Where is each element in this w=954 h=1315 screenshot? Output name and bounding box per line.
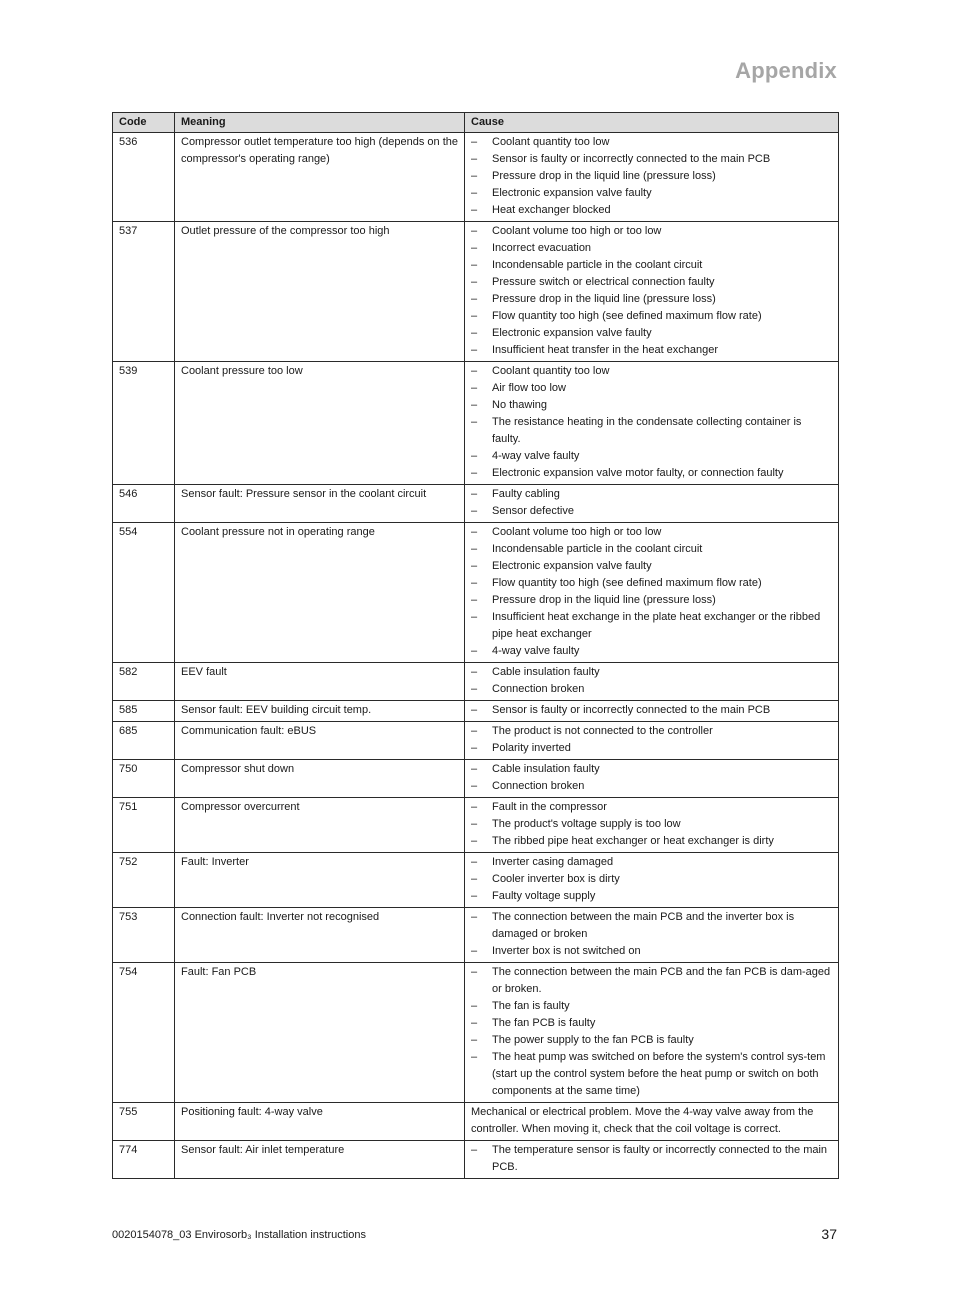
cause-text: Pressure drop in the liquid line (pressure loss) xyxy=(492,293,716,305)
cause-text: Flow quantity too high (see defined maximum flow rate) xyxy=(492,577,762,589)
page-section-title: Appendix xyxy=(735,58,837,83)
table-row xyxy=(113,222,839,362)
bullet-dash-icon: – xyxy=(471,856,478,868)
bullet-dash-icon: – xyxy=(471,543,478,555)
list-item xyxy=(471,1015,832,1032)
cause-text: Incorrect evacuation xyxy=(492,242,592,254)
fault-code-cell: 536 xyxy=(113,133,175,222)
cause-text: Insufficient heat exchange in the plate heat exchanger or the ribbed pipe heat exchanger xyxy=(492,611,821,640)
cause-text: Coolant volume too high or too low xyxy=(492,526,662,538)
list-item xyxy=(471,909,832,943)
cause-list xyxy=(471,854,832,905)
list-item xyxy=(471,223,832,240)
cause-text: Pressure switch or electrical connection faulty xyxy=(492,276,715,288)
bullet-dash-icon: – xyxy=(471,293,478,305)
page-number: 37 xyxy=(821,1226,837,1242)
cause-text: The power supply to the fan PCB is faulty xyxy=(492,1034,694,1046)
bullet-dash-icon: – xyxy=(471,801,478,813)
bullet-dash-icon: – xyxy=(471,136,478,148)
list-item xyxy=(471,168,832,185)
list-item xyxy=(471,291,832,308)
cause-text: Coolant quantity too low xyxy=(492,365,610,377)
cause-text: Incondensable particle in the coolant circuit xyxy=(492,543,703,555)
list-item xyxy=(471,185,832,202)
cause-cell xyxy=(465,485,839,523)
list-item xyxy=(471,643,832,660)
list-item xyxy=(471,833,832,850)
cause-text: Connection broken xyxy=(492,683,585,695)
meaning-cell: Sensor fault: Air inlet temperature xyxy=(175,1141,465,1179)
bullet-dash-icon: – xyxy=(471,611,478,623)
cause-text: Cooler inverter box is dirty xyxy=(492,873,620,885)
list-item xyxy=(471,799,832,816)
bullet-dash-icon: – xyxy=(471,560,478,572)
cause-cell xyxy=(465,722,839,760)
bullet-dash-icon: – xyxy=(471,399,478,411)
bullet-dash-icon: – xyxy=(471,945,478,957)
table-row xyxy=(113,485,839,523)
cause-cell xyxy=(465,222,839,362)
meaning-cell: Fault: Inverter xyxy=(175,853,465,908)
list-item xyxy=(471,397,832,414)
cause-cell xyxy=(465,362,839,485)
bullet-dash-icon: – xyxy=(471,170,478,182)
cause-cell xyxy=(465,133,839,222)
cause-cell xyxy=(465,853,839,908)
cause-text: Connection broken xyxy=(492,780,585,792)
meaning-cell: Connection fault: Inverter not recognised xyxy=(175,908,465,963)
cause-text: The connection between the main PCB and the inverter box is damaged or broken xyxy=(492,911,795,940)
list-item xyxy=(471,465,832,482)
table-row xyxy=(113,663,839,701)
meaning-cell: Outlet pressure of the compressor too high xyxy=(175,222,465,362)
cause-text: Inverter casing damaged xyxy=(492,856,614,868)
cause-text: Cable insulation faulty xyxy=(492,666,600,678)
cause-text: 4-way valve faulty xyxy=(492,645,580,657)
bullet-dash-icon: – xyxy=(471,153,478,165)
list-item xyxy=(471,202,832,219)
cause-text: The fan is faulty xyxy=(492,1000,570,1012)
fault-code-cell: 537 xyxy=(113,222,175,362)
cause-list xyxy=(471,702,832,719)
table-row xyxy=(113,523,839,663)
cause-list xyxy=(471,761,832,795)
cause-cell xyxy=(465,1141,839,1179)
cause-list xyxy=(471,909,832,960)
meaning-cell: Communication fault: eBUS xyxy=(175,722,465,760)
bullet-dash-icon: – xyxy=(471,683,478,695)
cause-list xyxy=(471,799,832,850)
list-item xyxy=(471,888,832,905)
bullet-dash-icon: – xyxy=(471,911,478,923)
bullet-dash-icon: – xyxy=(471,327,478,339)
bullet-dash-icon: – xyxy=(471,242,478,254)
table-row xyxy=(113,798,839,853)
list-item xyxy=(471,1032,832,1049)
fault-code-cell: 685 xyxy=(113,722,175,760)
list-item xyxy=(471,541,832,558)
bullet-dash-icon: – xyxy=(471,204,478,216)
cause-cell xyxy=(465,963,839,1103)
cause-text: The product's voltage supply is too low xyxy=(492,818,681,830)
bullet-dash-icon: – xyxy=(471,890,478,902)
fault-code-cell: 750 xyxy=(113,760,175,798)
bullet-dash-icon: – xyxy=(471,467,478,479)
bullet-dash-icon: – xyxy=(471,225,478,237)
cause-cell xyxy=(465,663,839,701)
bullet-dash-icon: – xyxy=(471,187,478,199)
cause-text: Coolant volume too high or too low xyxy=(492,225,662,237)
list-item xyxy=(471,414,832,448)
fault-code-cell: 585 xyxy=(113,701,175,722)
list-item xyxy=(471,740,832,757)
cause-cell xyxy=(465,798,839,853)
list-item xyxy=(471,558,832,575)
cause-list xyxy=(471,223,832,359)
table-header-row xyxy=(113,113,839,133)
bullet-dash-icon: – xyxy=(471,1144,478,1156)
table-row xyxy=(113,853,839,908)
list-item xyxy=(471,702,832,719)
fault-code-cell: 755 xyxy=(113,1103,175,1141)
bullet-dash-icon: – xyxy=(471,365,478,377)
cause-text: The fan PCB is faulty xyxy=(492,1017,596,1029)
cause-text: Sensor is faulty or incorrectly connected to the main PCB xyxy=(492,704,771,716)
list-item xyxy=(471,134,832,151)
list-item xyxy=(471,964,832,998)
meaning-cell: Sensor fault: Pressure sensor in the coolant circuit xyxy=(175,485,465,523)
cause-text: Pressure drop in the liquid line (pressure loss) xyxy=(492,170,716,182)
bullet-dash-icon: – xyxy=(471,505,478,517)
fault-code-cell: 539 xyxy=(113,362,175,485)
cause-list xyxy=(471,1142,832,1176)
meaning-cell: Coolant pressure too low xyxy=(175,362,465,485)
list-item xyxy=(471,240,832,257)
list-item xyxy=(471,681,832,698)
list-item xyxy=(471,151,832,168)
column-header-code: Code xyxy=(113,113,175,133)
list-item xyxy=(471,524,832,541)
bullet-dash-icon: – xyxy=(471,382,478,394)
cause-text: Electronic expansion valve motor faulty, or connection faulty xyxy=(492,467,784,479)
bullet-dash-icon: – xyxy=(471,873,478,885)
bullet-dash-icon: – xyxy=(471,450,478,462)
list-item xyxy=(471,723,832,740)
bullet-dash-icon: – xyxy=(471,704,478,716)
cause-text: Faulty cabling xyxy=(492,488,560,500)
list-item xyxy=(471,816,832,833)
fault-code-cell: 582 xyxy=(113,663,175,701)
cause-list xyxy=(471,723,832,757)
list-item xyxy=(471,871,832,888)
bullet-dash-icon: – xyxy=(471,645,478,657)
fault-code-cell: 554 xyxy=(113,523,175,663)
cause-text: Air flow too low xyxy=(492,382,566,394)
table-row xyxy=(113,760,839,798)
list-item xyxy=(471,380,832,397)
table-body xyxy=(113,133,839,1179)
cause-text: The ribbed pipe heat exchanger or heat exchanger is dirty xyxy=(492,835,774,847)
cause-list xyxy=(471,524,832,660)
list-item xyxy=(471,308,832,325)
list-item xyxy=(471,363,832,380)
cause-text: The resistance heating in the condensate collecting container is faulty. xyxy=(492,416,802,445)
cause-text: Heat exchanger blocked xyxy=(492,204,611,216)
cause-text: Electronic expansion valve faulty xyxy=(492,327,652,339)
bullet-dash-icon: – xyxy=(471,594,478,606)
meaning-cell: Compressor outlet temperature too high (depends on the compressor's operating range) xyxy=(175,133,465,222)
cause-text: No thawing xyxy=(492,399,548,411)
bullet-dash-icon: – xyxy=(471,344,478,356)
cause-text: Coolant quantity too low xyxy=(492,136,610,148)
fault-code-cell: 751 xyxy=(113,798,175,853)
list-item xyxy=(471,664,832,681)
bullet-dash-icon: – xyxy=(471,259,478,271)
list-item xyxy=(471,575,832,592)
list-item xyxy=(471,274,832,291)
cause-cell xyxy=(465,1103,839,1141)
bullet-dash-icon: – xyxy=(471,310,478,322)
cause-cell xyxy=(465,908,839,963)
meaning-cell: Coolant pressure not in operating range xyxy=(175,523,465,663)
cause-list xyxy=(471,964,832,1100)
bullet-dash-icon: – xyxy=(471,1000,478,1012)
list-item xyxy=(471,486,832,503)
list-item xyxy=(471,592,832,609)
cause-list xyxy=(471,486,832,520)
fault-code-table xyxy=(112,112,839,1179)
cause-text: Faulty voltage supply xyxy=(492,890,596,902)
cause-paragraph: Mechanical or electrical problem. Move the 4-way valve away from the controller. When moving it, check that the coil voltage is correct. xyxy=(471,1106,814,1135)
list-item xyxy=(471,998,832,1015)
list-item xyxy=(471,943,832,960)
list-item xyxy=(471,342,832,359)
list-item xyxy=(471,325,832,342)
cause-text: Sensor defective xyxy=(492,505,574,517)
meaning-cell: EEV fault xyxy=(175,663,465,701)
list-item xyxy=(471,1049,832,1100)
cause-text: Fault in the compressor xyxy=(492,801,607,813)
cause-list xyxy=(471,664,832,698)
bullet-dash-icon: – xyxy=(471,1017,478,1029)
table-row xyxy=(113,908,839,963)
list-item xyxy=(471,1142,832,1176)
table-row xyxy=(113,722,839,760)
fault-code-cell: 774 xyxy=(113,1141,175,1179)
column-header-meaning: Meaning xyxy=(175,113,465,133)
cause-text: Pressure drop in the liquid line (pressure loss) xyxy=(492,594,716,606)
table-row xyxy=(113,963,839,1103)
cause-text: Inverter box is not switched on xyxy=(492,945,641,957)
cause-cell xyxy=(465,523,839,663)
list-item xyxy=(471,761,832,778)
table-row xyxy=(113,133,839,222)
table-row xyxy=(113,362,839,485)
cause-text: Sensor is faulty or incorrectly connected to the main PCB xyxy=(492,153,771,165)
list-item xyxy=(471,257,832,274)
table-row xyxy=(113,701,839,722)
cause-text: Electronic expansion valve faulty xyxy=(492,560,652,572)
bullet-dash-icon: – xyxy=(471,1034,478,1046)
bullet-dash-icon: – xyxy=(471,666,478,678)
bullet-dash-icon: – xyxy=(471,742,478,754)
cause-text: The heat pump was switched on before the system's control sys-tem (start up the control system before the heat pump or switch on both components at the same time) xyxy=(492,1051,826,1097)
cause-list xyxy=(471,363,832,482)
meaning-cell: Sensor fault: EEV building circuit temp. xyxy=(175,701,465,722)
bullet-dash-icon: – xyxy=(471,763,478,775)
list-item xyxy=(471,854,832,871)
table-row xyxy=(113,1103,839,1141)
bullet-dash-icon: – xyxy=(471,966,478,978)
bullet-dash-icon: – xyxy=(471,577,478,589)
column-header-cause: Cause xyxy=(465,113,839,133)
list-item xyxy=(471,778,832,795)
cause-list xyxy=(471,134,832,219)
cause-text: The temperature sensor is faulty or incorrectly connected to the main PCB. xyxy=(492,1144,828,1173)
bullet-dash-icon: – xyxy=(471,526,478,538)
fault-code-cell: 753 xyxy=(113,908,175,963)
list-item xyxy=(471,503,832,520)
bullet-dash-icon: – xyxy=(471,780,478,792)
bullet-dash-icon: – xyxy=(471,488,478,500)
meaning-cell: Compressor overcurrent xyxy=(175,798,465,853)
cause-cell xyxy=(465,701,839,722)
cause-text: Insufficient heat transfer in the heat exchanger xyxy=(492,344,719,356)
fault-code-cell: 752 xyxy=(113,853,175,908)
fault-code-cell: 754 xyxy=(113,963,175,1103)
footer-document-reference: 0020154078_03 Envirosorb₃ Installation instructions xyxy=(112,1229,366,1241)
cause-text: Incondensable particle in the coolant circuit xyxy=(492,259,703,271)
cause-text: Electronic expansion valve faulty xyxy=(492,187,652,199)
cause-text: The product is not connected to the controller xyxy=(492,725,713,737)
cause-text: Cable insulation faulty xyxy=(492,763,600,775)
bullet-dash-icon: – xyxy=(471,416,478,428)
cause-text: The connection between the main PCB and the fan PCB is dam-aged or broken. xyxy=(492,966,831,995)
cause-cell xyxy=(465,760,839,798)
meaning-cell: Fault: Fan PCB xyxy=(175,963,465,1103)
cause-text: 4-way valve faulty xyxy=(492,450,580,462)
bullet-dash-icon: – xyxy=(471,818,478,830)
bullet-dash-icon: – xyxy=(471,1051,478,1063)
list-item xyxy=(471,609,832,643)
meaning-cell: Positioning fault: 4-way valve xyxy=(175,1103,465,1141)
cause-text: Flow quantity too high (see defined maximum flow rate) xyxy=(492,310,762,322)
table-row xyxy=(113,1141,839,1179)
bullet-dash-icon: – xyxy=(471,835,478,847)
list-item xyxy=(471,448,832,465)
meaning-cell: Compressor shut down xyxy=(175,760,465,798)
bullet-dash-icon: – xyxy=(471,276,478,288)
cause-text: Polarity inverted xyxy=(492,742,571,754)
fault-code-cell: 546 xyxy=(113,485,175,523)
bullet-dash-icon: – xyxy=(471,725,478,737)
